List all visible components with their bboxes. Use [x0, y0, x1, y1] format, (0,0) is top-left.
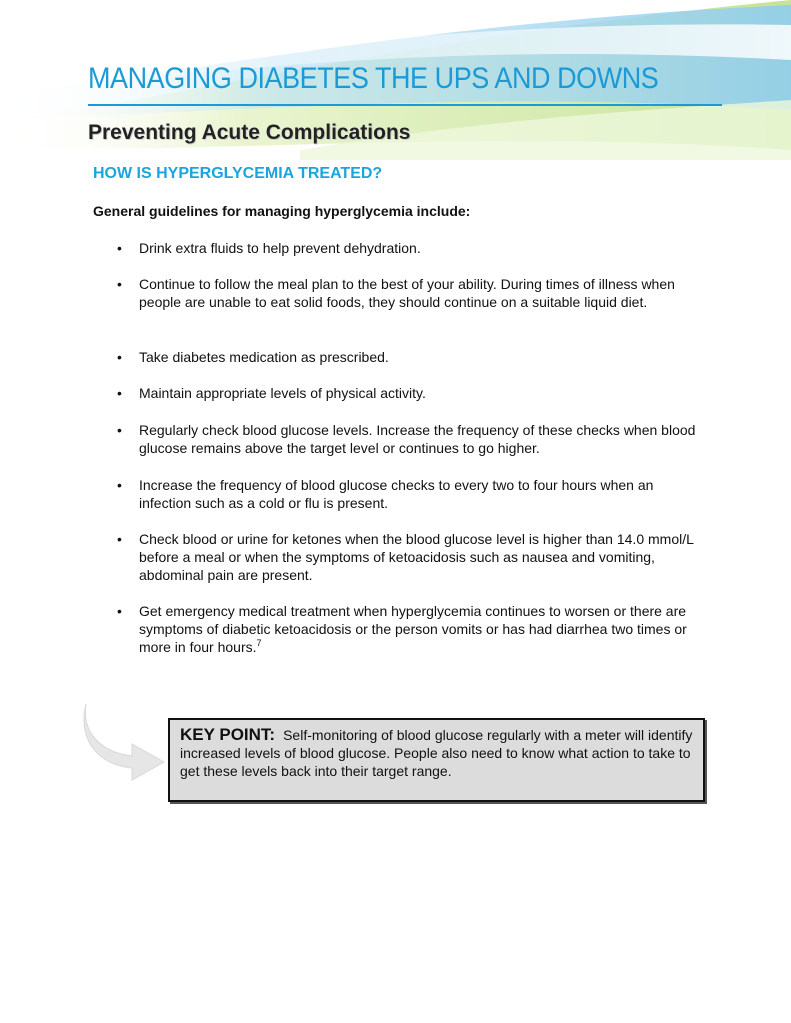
- list-item-text: Maintain appropriate levels of physical activity.: [139, 385, 426, 401]
- list-item: [117, 476, 699, 512]
- list-item: [117, 348, 699, 366]
- list-item-text: Check blood or urine for ketones when the blood glucose level is higher than 14.0 mmol/L before a meal or when the symptoms of ketoacidosis such as nausea and vomiting, abdominal pain are present.: [139, 531, 694, 584]
- list-item: [117, 384, 699, 402]
- curved-arrow-icon: [80, 700, 170, 785]
- key-point-label: KEY POINT:: [180, 725, 276, 744]
- list-item: [117, 421, 699, 457]
- bullet-icon: •: [117, 276, 122, 292]
- list-item: [117, 275, 699, 311]
- key-point-box: [168, 718, 705, 802]
- bullet-icon: •: [117, 477, 122, 493]
- list-item: [117, 239, 699, 257]
- bullet-icon: •: [117, 422, 122, 438]
- list-item-text: Increase the frequency of blood glucose checks to every two to four hours when an infection such as a cold or flu is present.: [139, 477, 654, 512]
- document-title: MANAGING DIABETES THE UPS AND DOWNS: [88, 62, 659, 95]
- document-subtitle: Preventing Acute Complications: [88, 121, 411, 144]
- list-item: [117, 602, 699, 657]
- guidelines-intro: General guidelines for managing hyperglycemia include:: [93, 203, 471, 219]
- bullet-icon: •: [117, 385, 122, 401]
- title-underline: [88, 104, 722, 106]
- key-point-text: Self-monitoring of blood glucose regularly with a meter will identify increased levels of blood glucose. People also need to know what action to take to get these levels back into their target range.: [180, 727, 693, 780]
- bullet-icon: •: [117, 240, 122, 256]
- bullet-icon: •: [117, 531, 122, 547]
- bullet-icon: •: [117, 349, 122, 365]
- list-item-text: Take diabetes medication as prescribed.: [139, 349, 389, 365]
- list-item: [117, 530, 699, 585]
- list-item-text: Drink extra fluids to help prevent dehydration.: [139, 240, 421, 256]
- list-item-text: Regularly check blood glucose levels. Increase the frequency of these checks when blood glucose remains above the target level or continues to go higher.: [139, 422, 696, 457]
- section-heading: HOW IS HYPERGLYCEMIA TREATED?: [93, 165, 383, 182]
- bullet-icon: •: [117, 603, 122, 619]
- list-item-text: Get emergency medical treatment when hyperglycemia continues to worsen or there are symptoms of diabetic ketoacidosis or the person vomits or has had diarrhea two times or more in four hours.: [139, 603, 687, 656]
- list-item-text: Continue to follow the meal plan to the best of your ability. During times of illness when people are unable to eat solid foods, they should continue on a suitable liquid diet.: [139, 276, 675, 311]
- reference-number: 7: [256, 638, 262, 649]
